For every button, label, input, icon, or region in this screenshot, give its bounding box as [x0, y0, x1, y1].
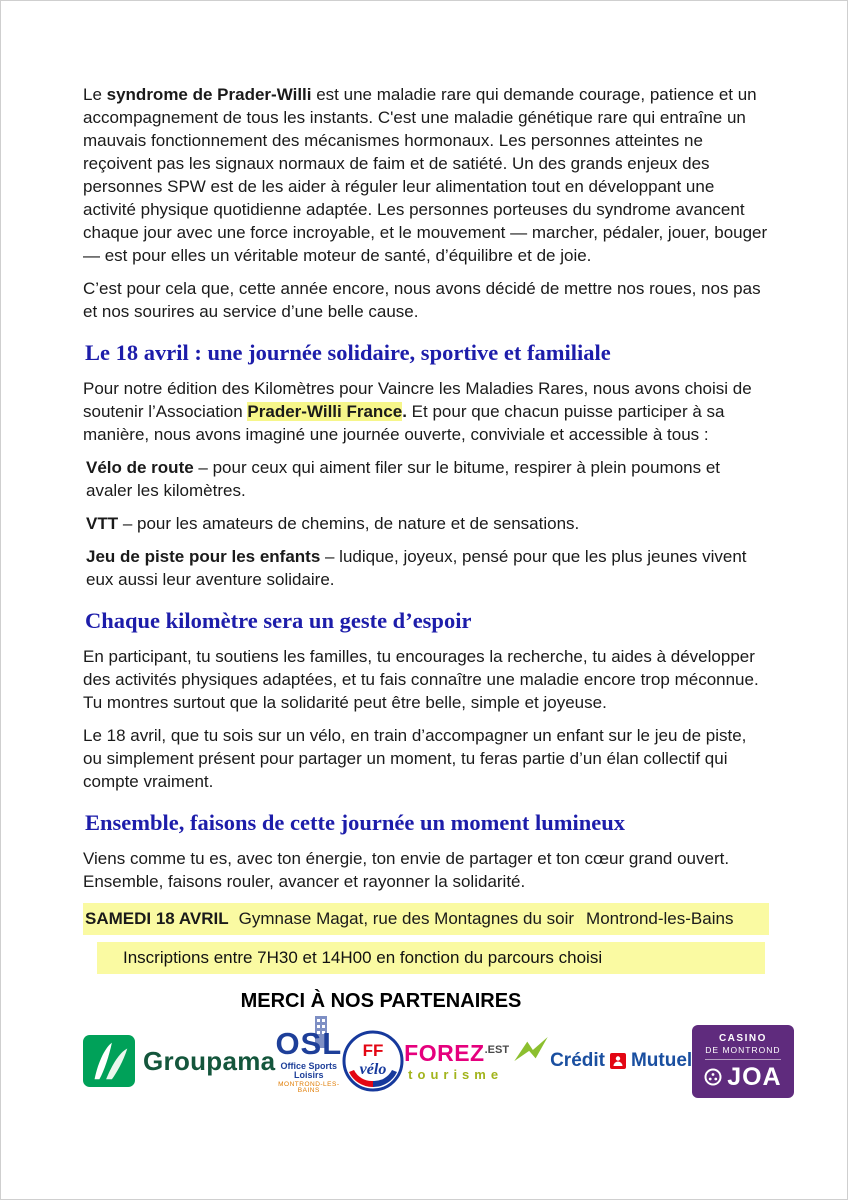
forez-subtitle: tourisme — [408, 1066, 504, 1082]
joa-city-label: DE MONTROND — [705, 1046, 780, 1060]
forez-suffix: .EST — [484, 1043, 510, 1056]
credit-mutuel-icon — [610, 1053, 626, 1069]
event-city: Montrond-les-Bains — [586, 909, 734, 928]
partners-title: MERCI À NOS PARTENAIRES — [240, 990, 522, 1012]
activity-text: – ludique, joyeux, pensé pour que les plus jeunes vivent eux aussi leur aventure solidaire. — [86, 547, 747, 589]
osl-logo — [275, 1025, 343, 1095]
ffvelo-roundel-icon — [342, 1030, 404, 1092]
activity-vtt — [83, 512, 769, 535]
section-heading-espoir: Chaque kilomètre sera un geste d’espoir — [85, 608, 472, 633]
forez-wordmark: FOREZ — [404, 1039, 485, 1066]
osl-wordmark: OSL — [275, 1025, 343, 1061]
forez-wordmark-group — [404, 1039, 550, 1066]
event-date: SAMEDI 18 AVRIL — [85, 909, 229, 928]
activity-text: – pour les amateurs de chemins, de nature et de sensations. — [118, 514, 580, 533]
osl-city-label: MONTROND-LES-BAINS — [278, 1080, 340, 1095]
text-run: Le — [83, 85, 107, 104]
joa-casino-label: CASINO — [718, 1033, 767, 1044]
section-heading-ensemble: Ensemble, faisons de cette journée un moment lumineux — [85, 810, 625, 835]
impact-paragraph: En participant, tu soutiens les familles, tu encourages la recherche, tu aides à développer des activités physiques adaptées, et tu fais connaître une maladie encore trop méconnue. Tu montres surtout que la solidarité peut être belle, simple et joyeuse. — [83, 647, 759, 712]
registration-text: Inscriptions entre 7H30 et 14H00 en fonction du parcours choisi — [123, 948, 603, 967]
groupama-logo — [83, 1035, 275, 1087]
highlighted-association-name: Prader-Willi France — [247, 402, 403, 421]
event-venue: Gymnase Magat, rue des Montagnes du soir — [238, 909, 575, 928]
bold-run: syndrome de Prader-Willi — [106, 85, 312, 104]
text-run: Pour notre édition des Kilomètres pour Vaincre les Maladies Rares, nous avons choisi de soutenir l’Association — [83, 379, 752, 421]
credit-mutuel-word2: Mutuel — [630, 1050, 693, 1072]
joa-wordmark: JOA — [727, 1062, 782, 1091]
section-heading-april18: Le 18 avril : une journée solidaire, sportive et familiale — [85, 340, 611, 365]
edition-paragraph — [83, 377, 769, 446]
flyer-content — [1, 1, 847, 1199]
cause-paragraph: C’est pour cela que, cette année encore, nous avons décidé de mettre nos roues, nos pas et nos sourires au service d’une belle cause. — [83, 279, 761, 321]
osl-subtitle: Office Sports Loisirs — [280, 1060, 338, 1080]
activity-text: – pour ceux qui aiment filer sur le bitume, respirer à plein poumons et avaler les kilomètres. — [86, 458, 721, 500]
bold-run: . — [402, 402, 407, 421]
ffvelo-velo-text: vélo — [359, 1061, 387, 1079]
activity-label: Vélo de route — [86, 458, 194, 477]
ffvelo-logo — [342, 1030, 404, 1092]
groupama-icon — [83, 1035, 135, 1087]
forez-logo — [404, 1039, 550, 1082]
bird-icon — [512, 1037, 550, 1063]
joa-circle-icon — [704, 1068, 722, 1086]
ffvelo-ff-text: FF — [362, 1041, 384, 1061]
joa-wordmark-group — [704, 1062, 782, 1091]
activity-label: Jeu de piste pour les enfants — [86, 547, 321, 566]
partner-logos-row — [83, 1025, 782, 1098]
osl-wordmark-group — [275, 1025, 343, 1061]
invitation-paragraph: Viens comme tu es, avec ton énergie, ton envie de partager et ton cœur grand ouvert. Ensemble, faisons rouler, avancer et rayonner la solidarité. — [83, 849, 730, 891]
text-run: est une maladie rare qui demande courage, patience et un accompagnement de tous les instants. C'est une maladie génétique rare qui entraîne un mauvais fonctionnement des mécanismes hormonaux. Les personnes atteintes ne reçoivent pas les signaux normaux de faim et de satiété. Un des grands enjeux des personnes SPW est de les aider à réguler leur alimentation tout en développant une activité physique quotidienne adaptée. Les personnes porteuses du syndrome avancent chaque jour avec une force incroyable, et le mouvement — marcher, pédaler, jouer, bouger — est pour elles un véritable moteur de santé, d’équilibre et de joie. — [83, 85, 768, 265]
registration-line — [97, 942, 765, 974]
text-run: Et pour que chacun puisse participer à sa manière, nous avons imaginé une journée ouverte, conviviale et accessible à tous : — [83, 402, 725, 444]
event-info-line — [83, 903, 769, 935]
credit-mutuel-word1: Crédit — [550, 1050, 605, 1072]
activity-road-bike — [83, 456, 769, 502]
joa-logo — [692, 1025, 793, 1098]
activity-treasure-hunt — [83, 545, 769, 591]
credit-mutuel-logo — [550, 1050, 692, 1072]
activity-label: VTT — [86, 514, 119, 533]
intro-paragraph — [83, 83, 769, 267]
participation-paragraph: Le 18 avril, que tu sois sur un vélo, en train d’accompagner un enfant sur le jeu de piste, ou simplement présent pour partager un moment, tu feras partie d’un élan collectif qui compte vraiment. — [83, 726, 747, 791]
groupama-wordmark: Groupama — [143, 1045, 276, 1076]
